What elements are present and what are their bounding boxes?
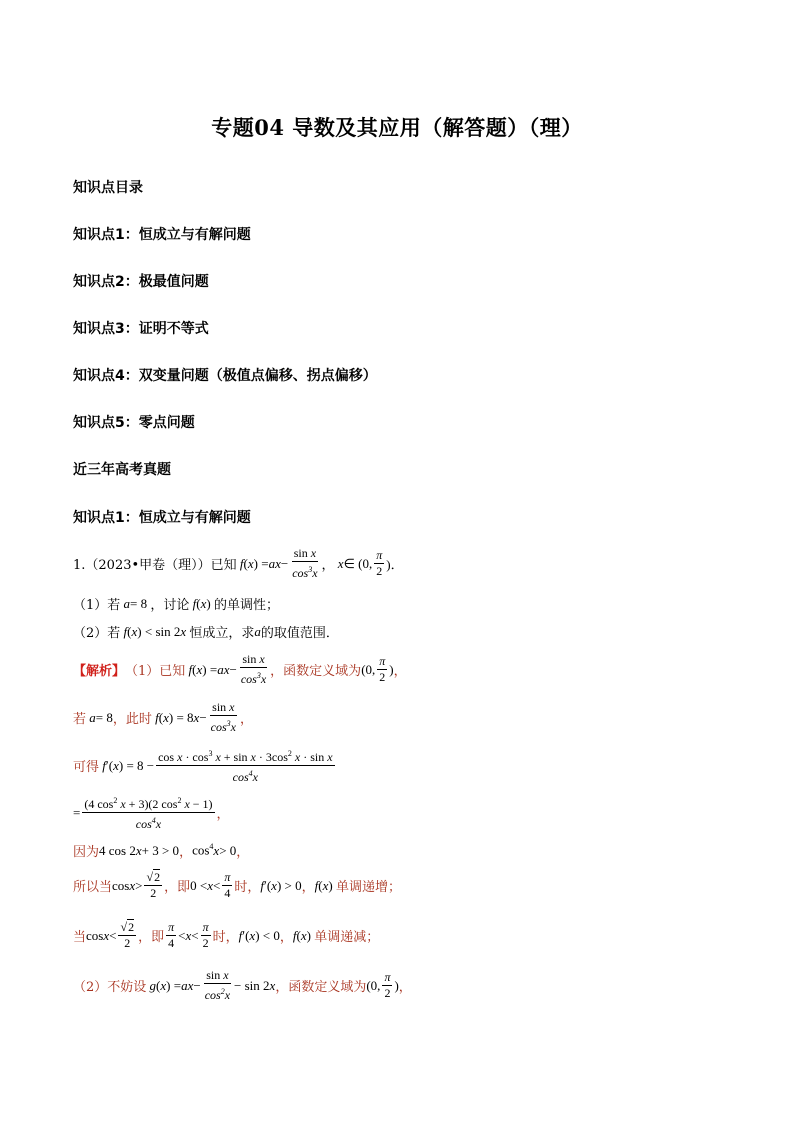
toc-item-2: 知识点2：极最值问题 bbox=[73, 274, 209, 290]
toc-heading: 知识点目录 bbox=[73, 180, 143, 196]
toc-item-4: 知识点4：双变量问题（极值点偏移、拐点偏移） bbox=[73, 368, 377, 384]
toc-item-1: 知识点1：恒成立与有解问题 bbox=[73, 227, 251, 243]
solution-line-2: 若 a = 8 ，此时 f ( x ) = 8 x − $\frac{\text{sin x}}{\cos^3x}$ ， bbox=[73, 700, 254, 734]
toc-item-5: 知识点5：零点问题 bbox=[73, 415, 195, 431]
solution-line-1: 【解析】 （1）已知 f ( x ) = ax − $\frac{\text{sin x}}{\cos^3x}$ ，函数定义域为 (0, $\frac{\pi}{2}$ ) ， bbox=[73, 652, 407, 686]
page-title: 专题04 导数及其应用（解答题）（理） bbox=[211, 115, 583, 140]
solution-line-7: 当 cos x < $\frac{√2}{2}$ ，即 $\frac{\pi}{4}$ < x < $\frac{\pi}{2}$ 时， f ′( x ) < 0 ， f ( x ) 单调递减； bbox=[73, 920, 380, 950]
solution-line-4: = $\frac{(4 \cos^2 x + 3)(2 \cos^2 x - 1)}{\cos^4x}$ ， bbox=[73, 793, 230, 832]
problem-part2: （2）若 f ( x ) < sin 2 x 恒成立，求 a 的取值范围． bbox=[73, 623, 339, 641]
problem-intro: 1.（2023•甲卷（理））已知 bbox=[73, 558, 237, 573]
problem-part1: （1）若 a = 8 ，讨论 f ( x ) 的单调性； bbox=[73, 595, 279, 613]
solution-line-5: 因为 4 cos 2 x + 3 > 0 ， $\cos^4$ x > 0 ， bbox=[73, 842, 250, 860]
solution-line-3: 可得 f ′( x ) = 8 − $\frac{\cos x \cdot \cos^3 x + \sin x \cdot 3\cos^2 x \cdot \sin x}{\cos^4x}$ bbox=[73, 746, 337, 785]
toc-item-3: 知识点3：证明不等式 bbox=[73, 321, 209, 337]
solution-line-6: 所以当 cos x > $\frac{√2}{2}$ ，即 0 < x < $\frac{\pi}{4}$ 时， f ′( x ) > 0 ， f ( x ) 单调递增； bbox=[73, 870, 401, 900]
problem-statement: 1.（2023•甲卷（理））已知 f ( x ) = ax − $\frac{\text{sin x}}{\cos^3x}$ ， x ∈ (0, $\frac{\pi}{2}$ )． bbox=[73, 546, 404, 580]
sub-heading: 知识点1：恒成立与有解问题 bbox=[73, 510, 251, 526]
section-heading: 近三年高考真题 bbox=[73, 462, 171, 478]
solution-line-8: （2）不妨设 g ( x ) = ax − $\frac{\text{sin x}}{\cos^2x}$ − sin 2 x ，函数定义域为 (0, $\frac{\pi}{2}$ ) ， bbox=[73, 968, 412, 1002]
solution-tag: 【解析】 bbox=[73, 664, 126, 679]
